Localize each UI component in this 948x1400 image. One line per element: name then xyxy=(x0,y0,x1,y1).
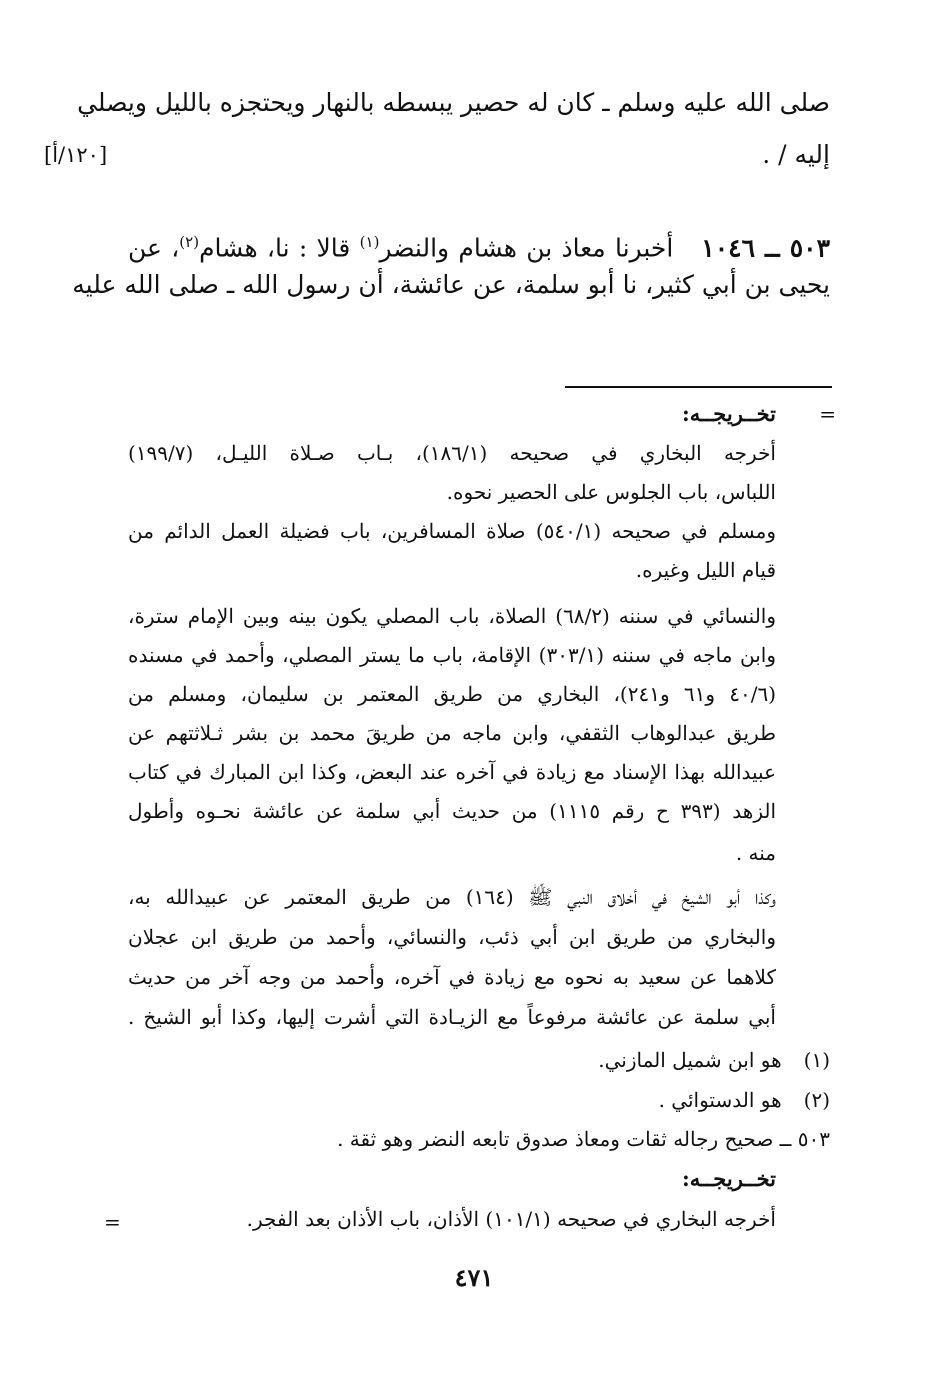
hadith-number: ٥٠٣ ــ ١٠٤٦ xyxy=(701,233,831,263)
footnote-line-10: الزهد (٣٩٣ ح رقم ١١١٥) من حديث أبي سلمة عن عائشة نحـوه وأطول xyxy=(128,799,777,823)
main-text-line-1: صلى الله عليه وسلم ـ كان له حصير يبسطه بالنهار ويحتجزه بالليل ويصلي xyxy=(77,88,830,117)
footnote-separator xyxy=(565,386,832,388)
footnote-line-9: عبيدالله بهذا الإسناد مع زيادة في آخره عند البعض، وكذا ابن المبارك في كتاب xyxy=(128,760,776,784)
footnote-ref-2: (٢) xyxy=(179,233,200,251)
takhrij-heading-2: تخــريجــه: xyxy=(681,1166,776,1191)
hadith-text-c: ، عن xyxy=(128,233,180,263)
final-footnote-line: أخرجه البخاري في صحيحه (١٠١/١) الأذان، باب الأذان بعد الفجر. xyxy=(246,1207,776,1231)
note-1-text: هو ابن شميل المازني. xyxy=(598,1048,782,1072)
footnote-line-3: ومسلم في صحيحه (٥٤٠/١) صلاة المسافرين، باب فضيلة العمل الدائم من xyxy=(128,519,776,543)
note-1-number: (١) xyxy=(803,1048,830,1072)
hadith-first-line xyxy=(128,227,830,263)
note-1 xyxy=(598,1048,830,1072)
hadith-text-b: قالا : نا، هشام xyxy=(199,233,360,263)
footnote-line-7: (٤٠/٦ و٦١ و٢٤١)، البخاري من طريق المعتمر بن سليمان، ومسلم من xyxy=(128,682,777,706)
note-2-number: (٢) xyxy=(803,1088,830,1112)
footnote-line-11: منه . xyxy=(735,841,776,865)
main-text-line-2: إليه / . xyxy=(762,140,830,169)
continuation-mark: = xyxy=(819,402,836,426)
end-mark: = xyxy=(104,1210,121,1234)
footnote-line-6: وابن ماجه في سننه (٣٠٣/١) الإقامة، باب ما يستر المصلي، وأحمد في مسنده xyxy=(128,643,776,667)
footnote-line-4: قيام الليل وغيره. xyxy=(635,558,776,582)
footnote-line-1: أخرجه البخاري في صحيحه (١٨٦/١)، بـاب صـلاة الليـل، (١٩٩/٧) xyxy=(128,441,776,465)
page-number: ٤٧١ xyxy=(454,1263,494,1292)
footnote-line-13: والبخاري من طريق ابن أبي ذئب، والنسائي، وأحمد من طريق ابن عجلان xyxy=(128,925,776,949)
footnote-line-15: أبي سلمة عن عائشة مرفوعاً مع الزيـادة التي أشرت إليها، وكذا أبو الشيخ . xyxy=(128,1005,776,1029)
note-2-text: هو الدستوائي . xyxy=(658,1088,782,1112)
footnote-line-12: وكذا أبو الشيخ في أخلاق النبي ﷺ (١٦٤) من طريق المعتمر عن عبيدالله به، xyxy=(128,885,776,909)
takhrij-heading-1: تخــريجــه: xyxy=(681,401,776,426)
hadith-second-line: يحيى بن أبي كثير، نا أبو سلمة، عن عائشة، أن رسول الله ـ صلى الله عليه xyxy=(72,270,830,299)
grading-line: ٥٠٣ ــ صحيح رجاله ثقات ومعاذ صدوق تابعه النضر وهو ثقة . xyxy=(337,1127,830,1151)
footnote-line-14: كلاهما عن سعيد به نحوه مع زيادة في آخره، وأحمد من وجه آخر من حديث xyxy=(128,965,776,989)
footnote-line-8: طريق عبدالوهاب الثقفي، وابن ماجه من طريقَ محمد بن بشر ثـلاثتهم عن xyxy=(128,721,776,745)
footnote-line-5: والنسائي في سننه (٦٨/٢) الصلاة، باب المصلي يكون بينه وبين الإمام سترة، xyxy=(128,604,777,628)
hadith-text-a: أخبرنا معاذ بن هشام والنضر xyxy=(379,233,674,263)
footnote-line-2: اللباس، باب الجلوس على الحصير نحوه. xyxy=(446,480,776,504)
folio-marker: [١٢٠/أ] xyxy=(44,143,108,167)
footnote-ref-1: (١) xyxy=(359,233,380,251)
note-2 xyxy=(659,1088,830,1112)
